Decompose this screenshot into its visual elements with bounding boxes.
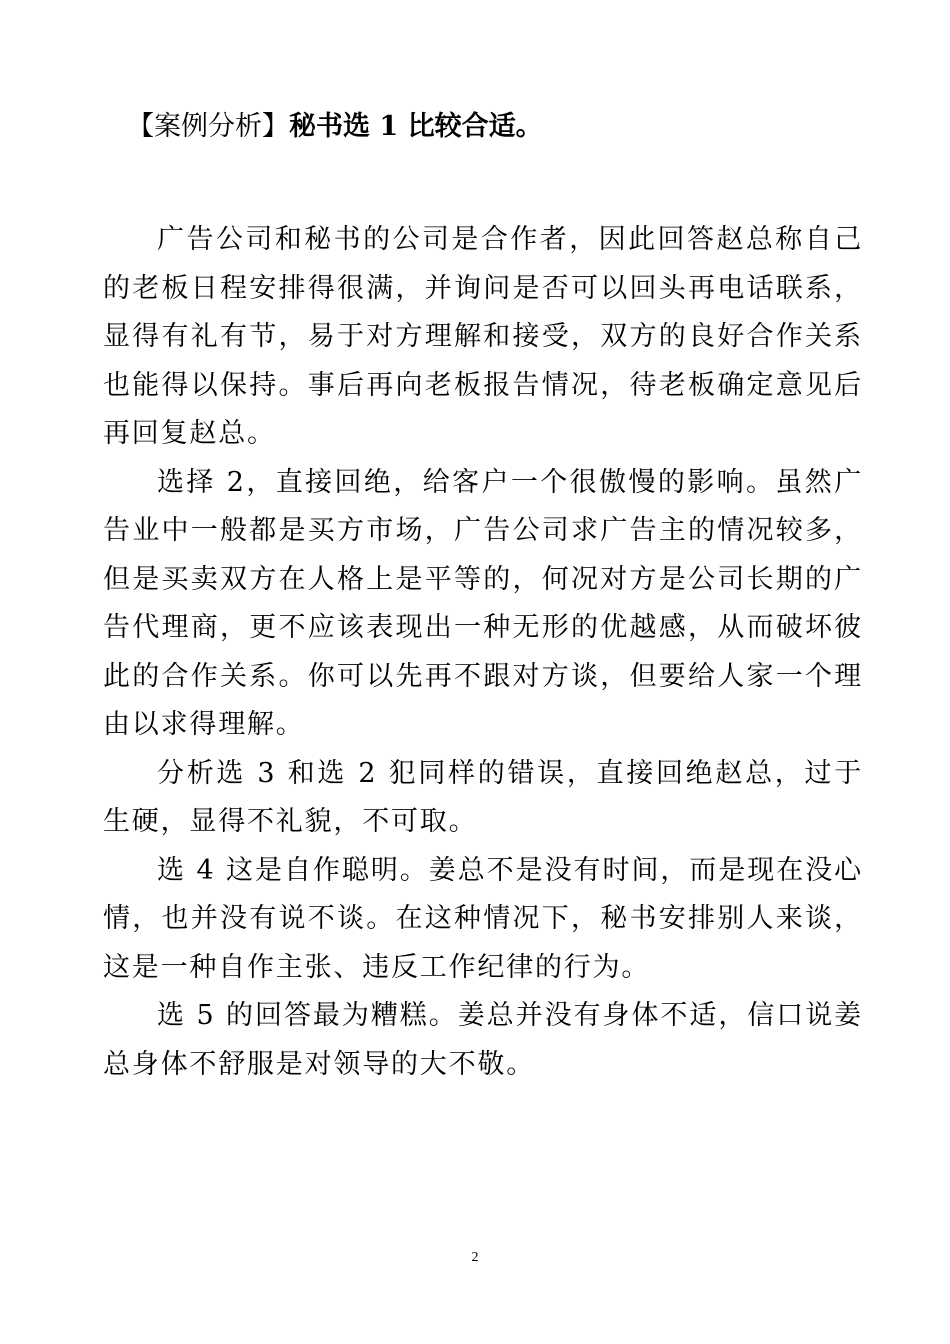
paragraph-1: 广告公司和秘书的公司是合作者，因此回答赵总称自己的老板日程安排得很满，并询问是否可以回头再电话联系，显得有礼有节，易于对方理解和接受，双方的良好合作关系也能得以保持。事后再向老板报告情况，待老板确定意见后再回复赵总。 [103, 224, 863, 449]
heading-tag: 【案例分析】 [127, 111, 289, 142]
heading-text: 秘书选 1 比较合适。 [289, 111, 543, 142]
paragraph-4: 选 4 这是自作聪明。姜总不是没有时间，而是现在没心情，也并没有说不谈。在这种情况下，秘书安排别人来谈，这是一种自作主张、违反工作纪律的行为。 [103, 854, 863, 983]
page-number: 2 [471, 1250, 479, 1265]
case-analysis-heading [103, 103, 863, 151]
paragraph-3: 分析选 3 和选 2 犯同样的错误，直接回绝赵总，过于生硬，显得不礼貌，不可取。 [103, 757, 863, 837]
paragraph-5: 选 5 的回答最为糟糕。姜总并没有身体不适，信口说姜总身体不舒服是对领导的大不敬。 [103, 1000, 863, 1080]
paragraph-2: 选择 2，直接回绝，给客户一个很傲慢的影响。虽然广告业中一般都是买方市场，广告公司求广告主的情况较多，但是买卖双方在人格上是平等的，何况对方是公司长期的广告代理商，更不应该表现出一种无形的优越感，从而破坏彼此的合作关系。你可以先再不跟对方谈，但要给人家一个理由以求得理解。 [103, 466, 863, 740]
spacer [103, 151, 863, 216]
document-body [103, 103, 863, 1089]
